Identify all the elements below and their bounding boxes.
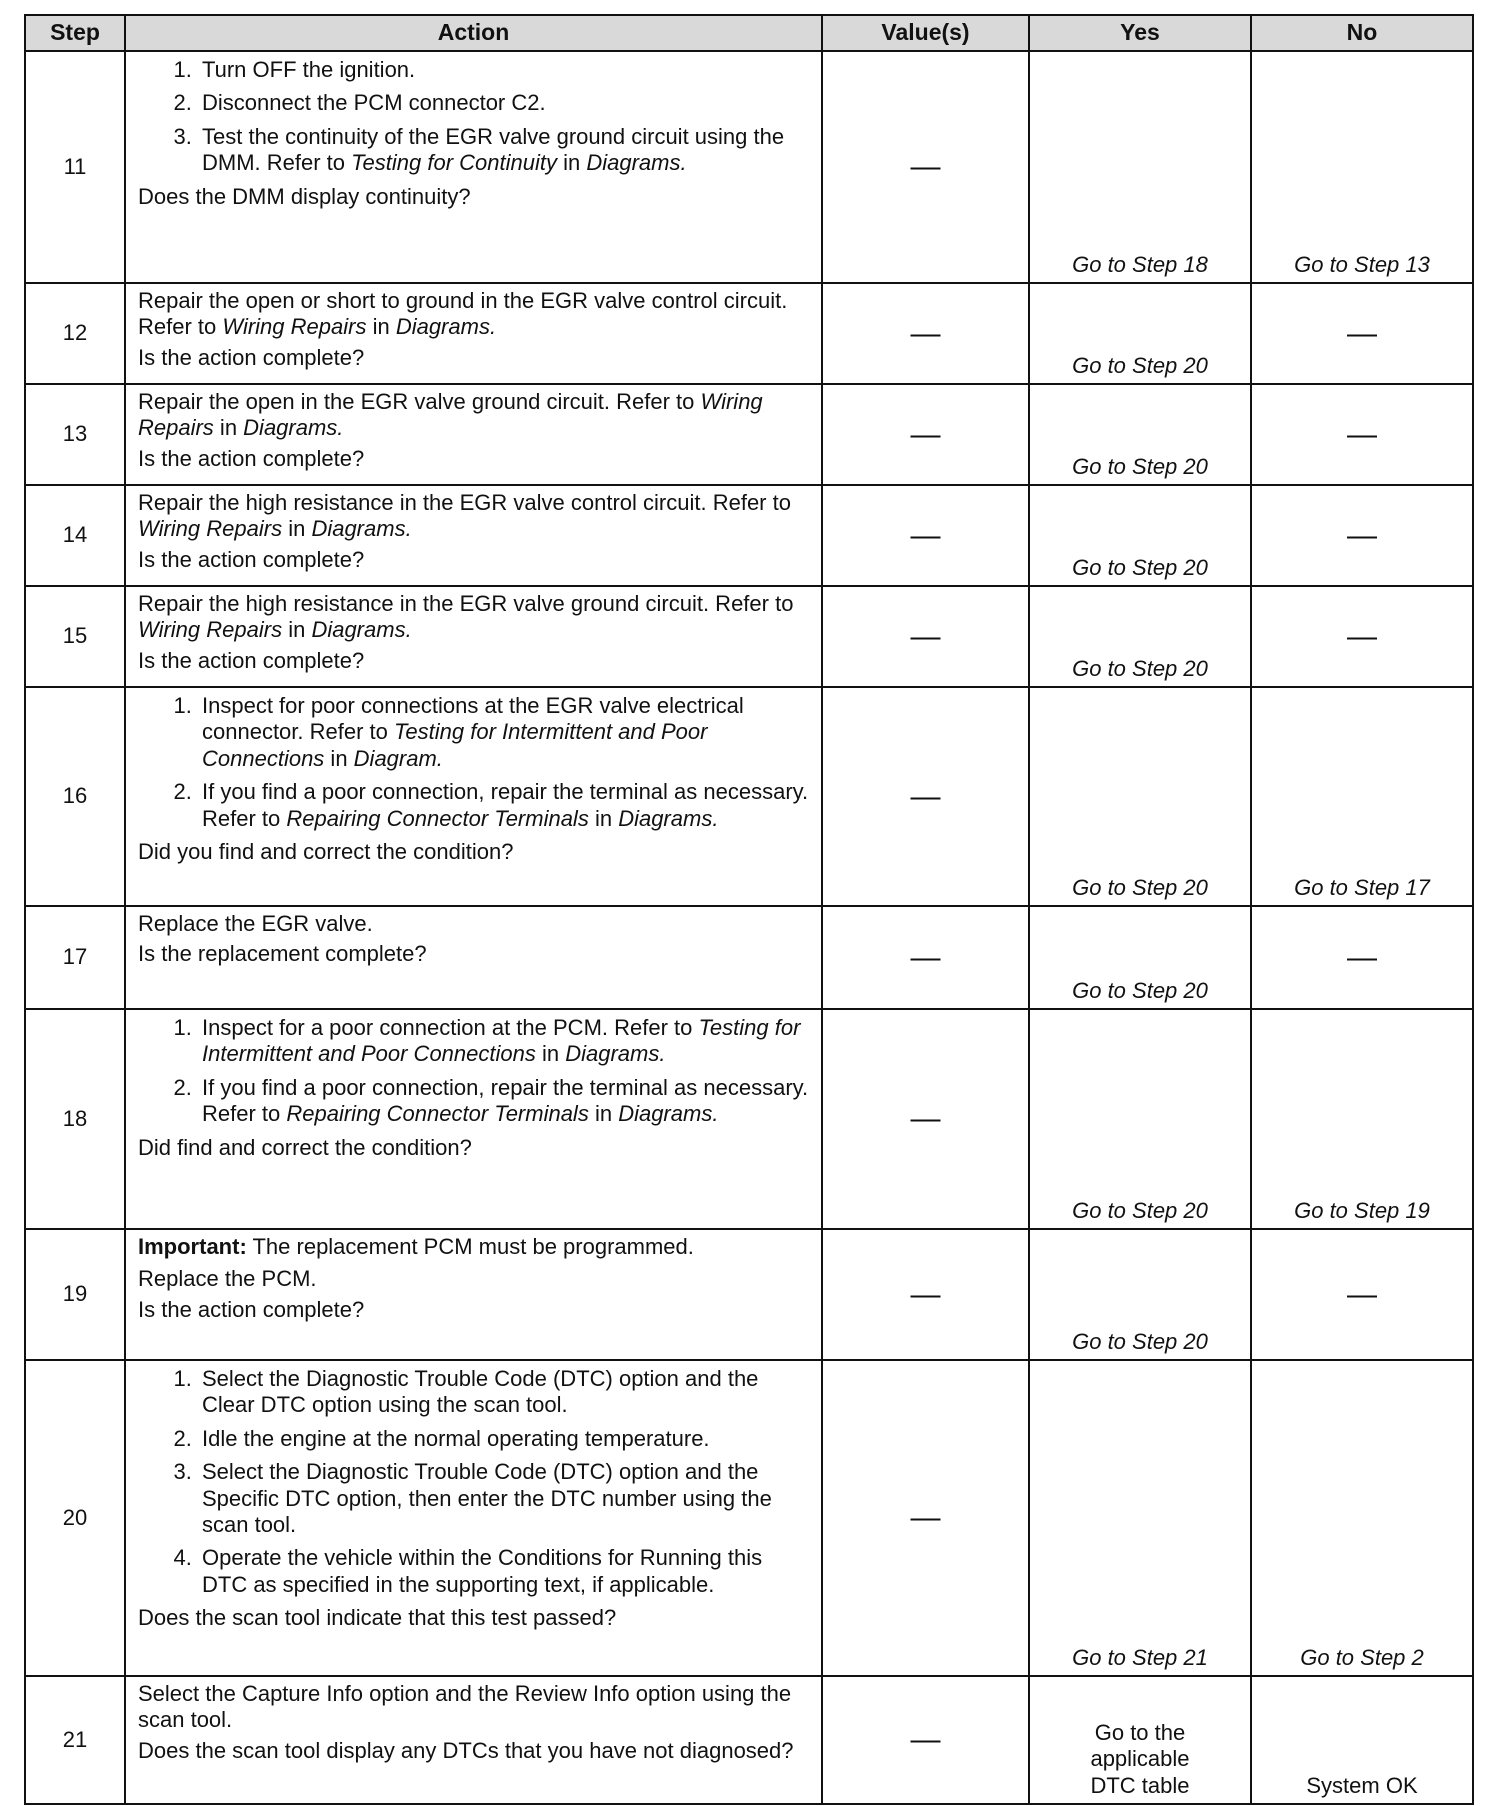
action-step: 1. Inspect for poor connections at the EGR valve electrical connector. Refer to Testing for Intermittent and Poor Connections in Diagram. [198,693,811,772]
no-cell: — [1251,485,1473,586]
value-cell: — [822,1229,1029,1360]
value-cell: — [822,51,1029,283]
no-cell: System OK [1251,1676,1473,1804]
important-note: Important: The replacement PCM must be programmed. [138,1234,694,1259]
action-text: Repair the open or short to ground in the EGR valve control circuit. Refer to Wiring Repairs in Diagrams. [138,288,788,340]
action-step: 2. If you find a poor connection, repair the terminal as necessary. Refer to Repairing Connector Terminals in Diagrams. [198,779,811,832]
step-number: 15 [25,586,125,687]
yes-cell: Go to Step 20 [1029,1009,1251,1229]
header-values: Value(s) [822,15,1029,51]
action-steps [138,57,811,177]
action-text: Replace the EGR valve. [138,911,373,936]
action-question: Does the scan tool indicate that this test passed? [138,1605,617,1631]
action-step: 2. Idle the engine at the normal operating temperature. [198,1426,811,1452]
no-cell: — [1251,1229,1473,1360]
header-yes: Yes [1029,15,1251,51]
yes-cell: Go to Step 20 [1029,586,1251,687]
yes-cell: Go to Step 20 [1029,384,1251,485]
diagnostic-table [24,14,1474,1805]
step-number: 16 [25,687,125,906]
action-step: 4. Operate the vehicle within the Conditions for Running this DTC as specified in the supporting text, if applicable. [198,1545,811,1598]
important-label: Important: [138,1234,247,1259]
value-cell: — [822,384,1029,485]
yes-cell: Go to Step 20 [1029,485,1251,586]
action-question: Did find and correct the condition? [138,1134,472,1160]
action-question: Is the action complete? [138,1296,365,1322]
no-cell: — [1251,384,1473,485]
value-cell: — [822,586,1029,687]
action-text: Repair the open in the EGR valve ground circuit. Refer to Wiring Repairs in Diagrams. [138,389,763,441]
action-question: Is the action complete? [138,445,365,471]
table-row [25,1676,1473,1804]
yes-cell: Go to Step 20 [1029,906,1251,1009]
no-cell: — [1251,906,1473,1009]
step-number: 19 [25,1229,125,1360]
yes-cell: Go to Step 20 [1029,283,1251,384]
table-row [25,384,1473,485]
action-question: Is the replacement complete? [138,941,427,967]
value-cell: — [822,485,1029,586]
action-step: 1. Inspect for a poor connection at the PCM. Refer to Testing for Intermittent and Poor Connections in Diagrams. [198,1015,811,1068]
action-cell [125,1360,822,1676]
step-number: 11 [25,51,125,283]
value-cell: — [822,283,1029,384]
action-cell [125,51,822,283]
no-cell: — [1251,283,1473,384]
table-row [25,485,1473,586]
action-step: 2. Disconnect the PCM connector C2. [198,90,811,116]
table-row [25,51,1473,283]
table-row [25,687,1473,906]
yes-cell: Go to Step 20 [1029,1229,1251,1360]
yes-cell [1029,1676,1251,1804]
action-step: 2. If you find a poor connection, repair the terminal as necessary. Refer to Repairing Connector Terminals in Diagrams. [198,1075,811,1128]
no-cell: — [1251,586,1473,687]
action-cell [125,687,822,906]
value-cell: — [822,1676,1029,1804]
table-row [25,283,1473,384]
step-number: 17 [25,906,125,1009]
action-question: Is the action complete? [138,344,365,370]
no-cell: Go to Step 17 [1251,687,1473,906]
yes-cell: Go to Step 20 [1029,687,1251,906]
step-number: 18 [25,1009,125,1229]
action-cell [125,586,822,687]
value-cell: — [822,1009,1029,1229]
table-row [25,1229,1473,1360]
step-number: 12 [25,283,125,384]
table-row [25,906,1473,1009]
action-question: Does the scan tool display any DTCs that you have not diagnosed? [138,1737,794,1763]
value-cell: — [822,687,1029,906]
action-question: Is the action complete? [138,546,365,572]
action-step: 3. Test the continuity of the EGR valve ground circuit using the DMM. Refer to Testing for Continuity in Diagrams. [198,124,811,177]
action-cell [125,1676,822,1804]
table-row [25,1360,1473,1676]
yes-text: Go to the applicable DTC table [1090,1719,1190,1798]
no-cell: Go to Step 19 [1251,1009,1473,1229]
header-row [25,15,1473,51]
action-step: 1. Turn OFF the ignition. [198,57,811,83]
table-row [25,1009,1473,1229]
step-number: 14 [25,485,125,586]
header-no: No [1251,15,1473,51]
yes-cell: Go to Step 18 [1029,51,1251,283]
action-question: Did you find and correct the condition? [138,838,514,864]
action-text: Replace the PCM. [138,1266,317,1292]
action-step: 1. Select the Diagnostic Trouble Code (DTC) option and the Clear DTC option using the scan tool. [198,1366,811,1419]
step-number: 20 [25,1360,125,1676]
no-cell: Go to Step 13 [1251,51,1473,283]
action-question: Does the DMM display continuity? [138,183,471,209]
action-text: Repair the high resistance in the EGR valve control circuit. Refer to Wiring Repairs in Diagrams. [138,490,791,542]
action-cell [125,283,822,384]
action-cell [125,1009,822,1229]
action-cell [125,384,822,485]
action-step: 3. Select the Diagnostic Trouble Code (DTC) option and the Specific DTC option, then enter the DTC number using the scan tool. [198,1459,811,1538]
action-cell [125,906,822,1009]
step-number: 13 [25,384,125,485]
header-action: Action [125,15,822,51]
header-step: Step [25,15,125,51]
value-cell: — [822,1360,1029,1676]
action-cell [125,485,822,586]
action-steps [138,693,811,832]
action-steps [138,1015,811,1128]
action-text: Repair the high resistance in the EGR valve ground circuit. Refer to Wiring Repairs in Diagrams. [138,591,794,643]
action-question: Is the action complete? [138,647,365,673]
no-cell: Go to Step 2 [1251,1360,1473,1676]
yes-cell: Go to Step 21 [1029,1360,1251,1676]
action-cell [125,1229,822,1360]
table-row [25,586,1473,687]
step-number: 21 [25,1676,125,1804]
action-text: Select the Capture Info option and the Review Info option using the scan tool. [138,1681,792,1733]
value-cell: — [822,906,1029,1009]
action-steps [138,1366,811,1598]
